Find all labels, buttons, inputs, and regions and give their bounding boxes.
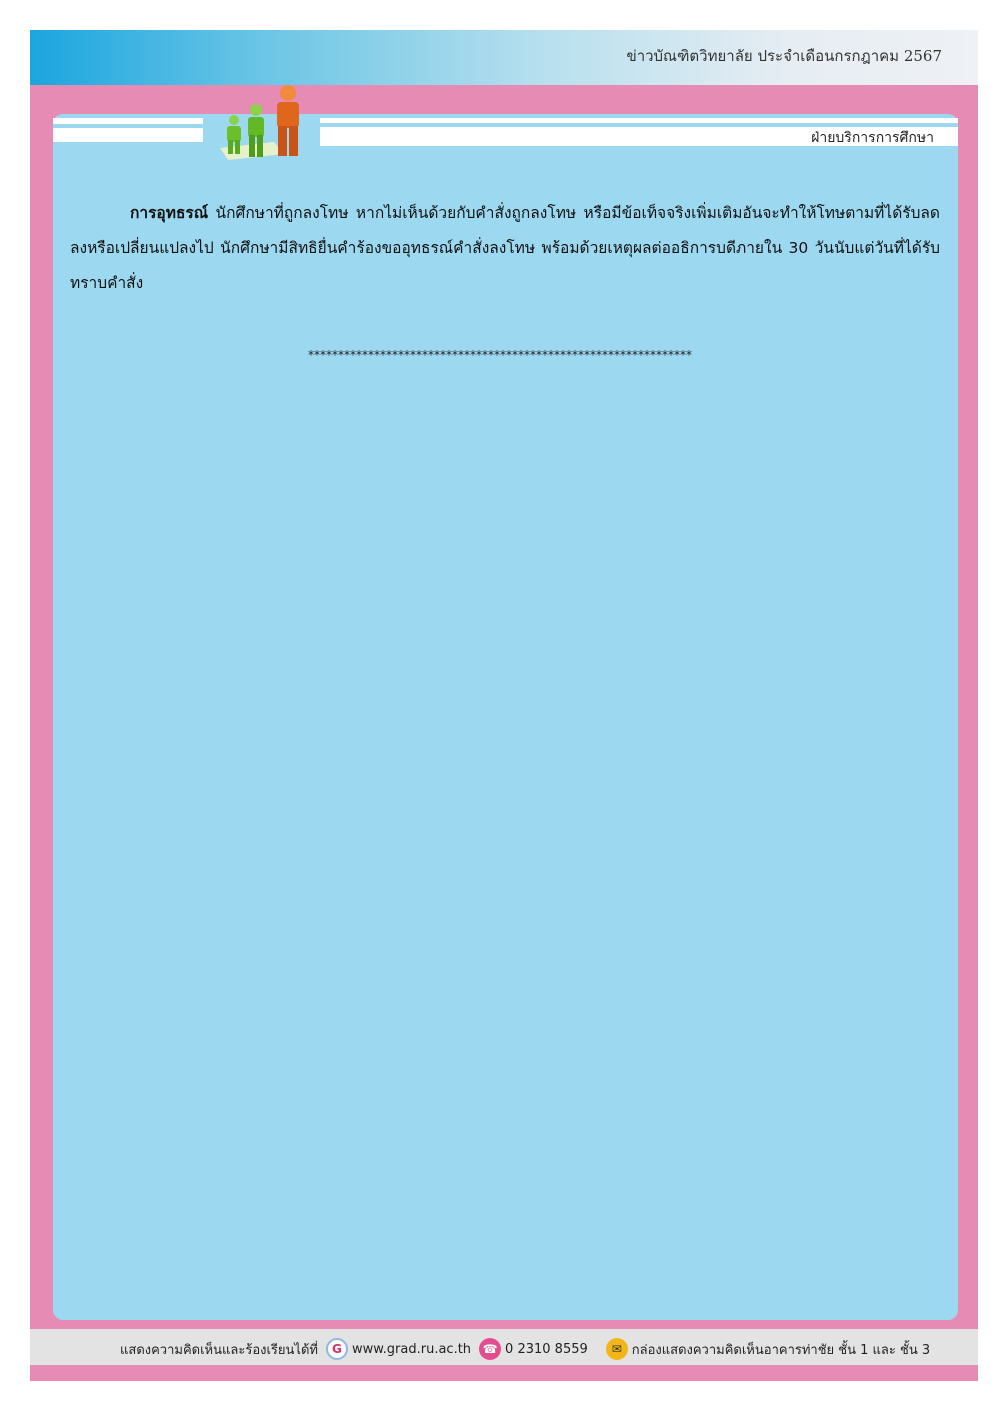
footer-phone: 0 2310 8559 [505, 1341, 588, 1357]
people-logo-icon [214, 82, 308, 162]
section-divider: **************************************************************** [308, 348, 692, 362]
phone-icon: ☎ [479, 1338, 501, 1360]
department-label: ฝ่ายบริการการศึกษา [811, 130, 934, 146]
footer-prompt: แสดงความคิดเห็นและร้องเรียนได้ที่ [120, 1342, 318, 1358]
footer-contact [120, 1338, 930, 1360]
appeal-body: นักศึกษาที่ถูกลงโทษ หากไม่เห็นด้วยกับคำสั่งถูกลงโทษ หรือมีข้อเท็จจริงเพิ่มเติมอันจะทำให้โทษตามที่ได้รับลดลงหรือเปลี่ยนแปลงไป นักศึกษามีสิทธิยื่นคำร้องขออุทธรณ์คำสั่งลงโทษ พร้อมด้วยเหตุผลต่ออธิการบดีภายใน 30 วันนับแต่วันที่ได้รับทราบคำสั่ง [70, 204, 940, 292]
footer-suggestion-box: กล่องแสดงความคิดเห็นอาคารท่าชัย ชั้น 1 และ ชั้น 3 [631, 1342, 931, 1358]
appeal-paragraph [70, 196, 940, 301]
footer-website-link[interactable]: www.grad.ru.ac.th [351, 1341, 472, 1357]
suggestion-box-icon: ✉ [606, 1338, 628, 1360]
grad-logo-icon: G [326, 1338, 348, 1360]
header-stripe-left [53, 118, 203, 142]
appeal-term: การอุทธรณ์ [130, 204, 209, 222]
newsletter-title: ข่าวบัณฑิตวิทยาลัย ประจำเดือนกรกฎาคม 2567 [626, 47, 942, 65]
